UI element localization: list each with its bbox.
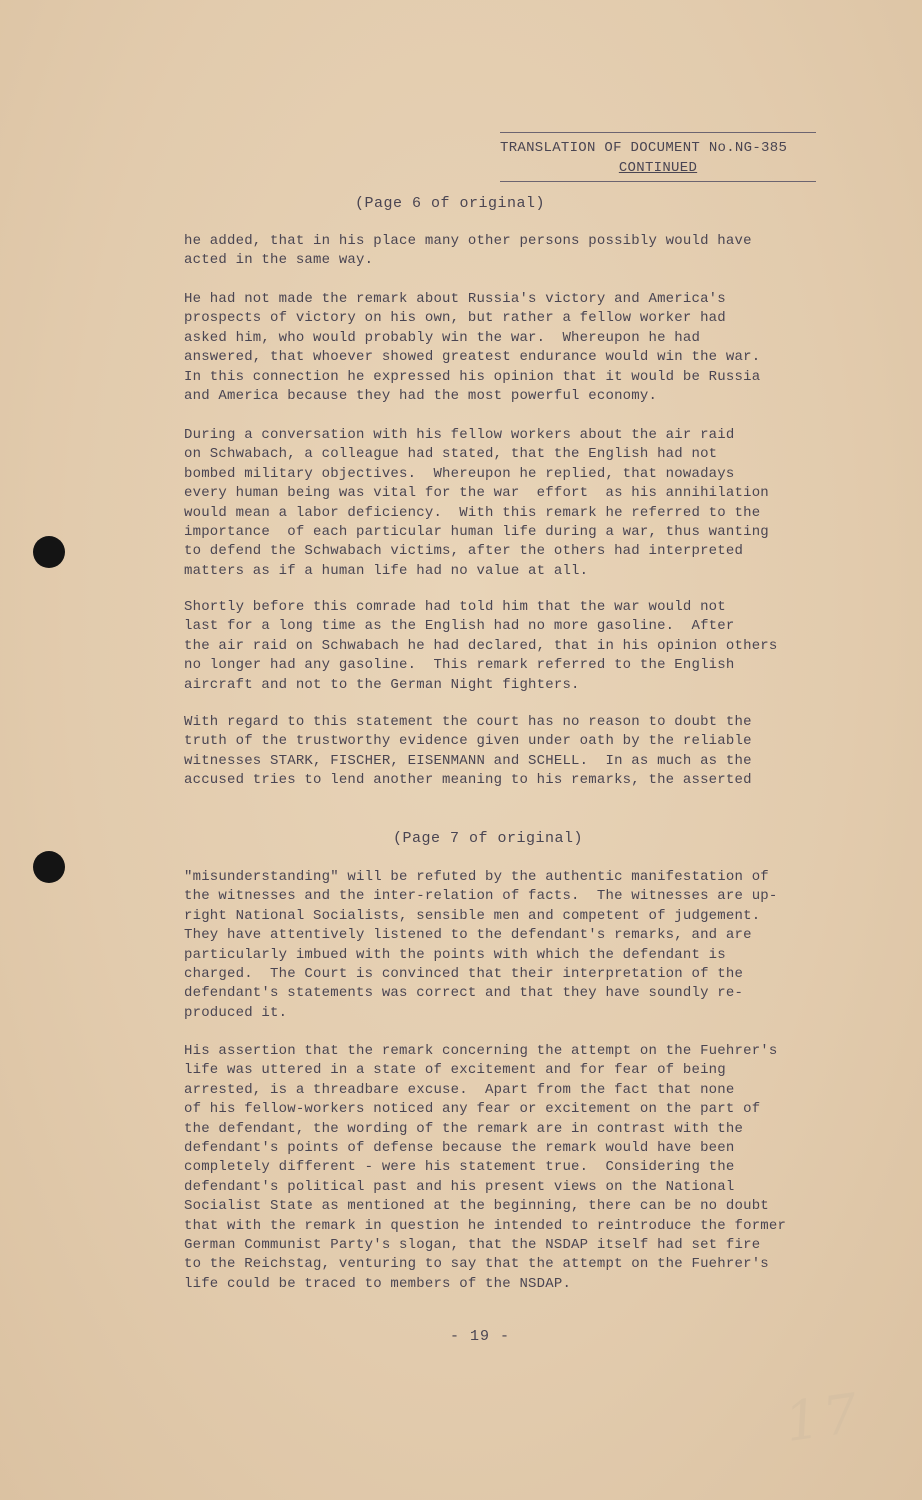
document-header (500, 132, 816, 182)
punch-hole-top (33, 536, 65, 568)
faint-margin-mark: 17 (781, 1380, 867, 1455)
paragraph-1: he added, that in his place many other persons possibly would have acted in the same way. (184, 233, 752, 269)
paragraph-5: With regard to this statement the court has no reason to doubt the truth of the trustworthy evidence given under oath by the reliable witnesses STARK, FISCHER, EISENMANN and SCHELL. In as much as the accused tries to lend another meaning to his remarks, the asserted (184, 714, 752, 789)
page-reference-7: (Page 7 of original) (393, 830, 584, 847)
document-subtitle: CONTINUED (618, 160, 698, 176)
paragraph-3: During a conversation with his fellow workers about the air raid on Schwabach, a colleague had stated, that the English had not bombed military objectives. Whereupon he replied, that nowadays every human being was vital for the war effort as his annihilation would mean a labor deficiency. With this remark he referred to the importance of each particular human life during a war, thus wanting to defend the Schwabach victims, after the others had interpreted matters as if a human life had no value at all. (184, 427, 769, 579)
punch-hole-bottom (33, 851, 65, 883)
page-number: - 19 - (449, 1328, 510, 1345)
paragraph-2: He had not made the remark about Russia's victory and America's prospects of victory on his own, but rather a fellow worker had asked him, who would probably win the war. Whereupon he had answered, that whoever showed greatest endurance would win the war. In this connection he expressed his opinion that it would be Russia and America because they had the most powerful economy. (184, 291, 761, 405)
document-title: TRANSLATION OF DOCUMENT No.NG-385 (500, 140, 788, 156)
paragraph-7: His assertion that the remark concerning the attempt on the Fuehrer's life was uttered in a state of excitement and for fear of being arrested, is a threadbare excuse. Apart from the fact that none of his fellow-workers noticed any fear or excitement on the part of the defendant, the wording of the remark are in contrast with the defendant's points of defense because the remark would have been completely different - were his statement true. Considering the defendant's political past and his present views on the National Socialist State as mentioned at the beginning, there can be no doubt that with the remark in question he intended to reintroduce the former German Communist Party's slogan, that the NSDAP itself had set fire to the Reichstag, venturing to say that the attempt on the Fuehrer's life could be traced to members of the NSDAP. (184, 1043, 787, 1292)
page-reference-6: (Page 6 of original) (355, 195, 546, 212)
paragraph-4: Shortly before this comrade had told him that the war would not last for a long time as the English had no more gasoline. After the air raid on Schwabach he had declared, that in his opinion others no longer had any gasoline. This remark referred to the English aircraft and not to the German Night fighters. (184, 599, 778, 693)
paragraph-6: "misunderstanding" will be refuted by the authentic manifestation of the witnesses and the inter-relation of facts. The witnesses are up- right National Socialists, sensible men and competent of judgement. They have attentively listened to the defendant's remarks, and are particularly imbued with the points with which the defendant is charged. The Court is convinced that their interpretation of the defendant's statements was correct and that they have soundly re- produced it. (184, 869, 778, 1021)
